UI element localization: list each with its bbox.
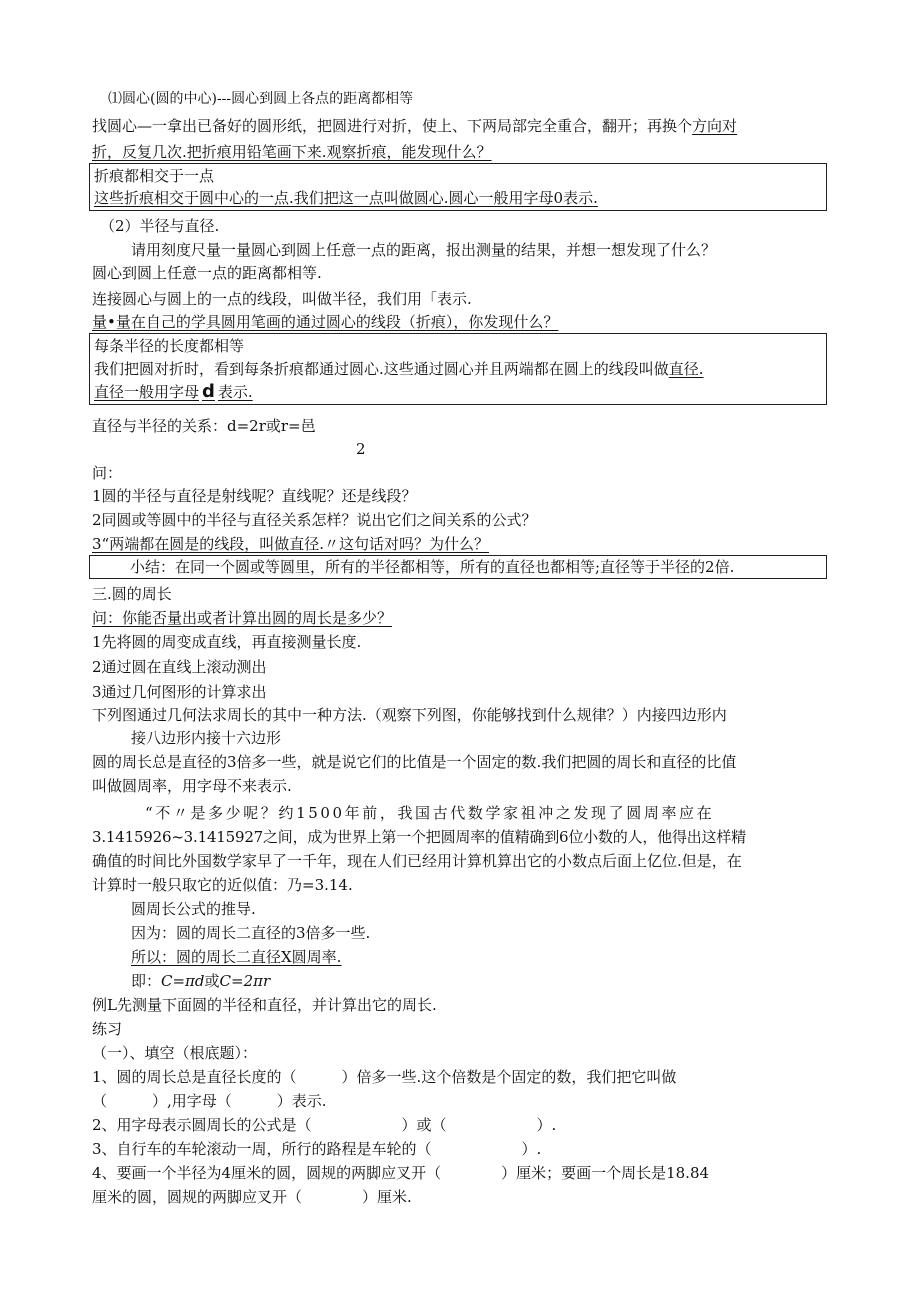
exercise-3: 3、自行车的车轮滚动一周，所行的路程是车轮的（ ）.	[92, 1140, 542, 1158]
exercise-4: 4、要画一个半径为4厘米的圆，圆规的两脚应叉开（ ）厘米；要画一个周长是18.84	[92, 1164, 710, 1182]
box-line: 这些折痕相交于圆中心的一点.我们把这一点叫做圆心.圆心一般用字母0表示.	[94, 189, 598, 207]
pi-definition-text-cont: 叫做圆周率，用字母不来表示.	[92, 777, 292, 795]
answer-box-center	[89, 163, 827, 211]
exercise-1: 1、圆的周长总是直径长度的（ ）倍多一些.这个倍数是个固定的数，我们把它叫做	[92, 1068, 677, 1086]
pi-history-text: “不〃是多少呢？约1500年前，我国古代数学家祖冲之发现了圆周率应在	[145, 804, 715, 822]
pi-history-text: 确值的时间比外国数学家早了一千年，现在人们已经用计算机算出它的小数点后面上亿位.但是，在	[92, 852, 742, 870]
pi-history-text: 计算时一般只取它的近似值：乃=3.14.	[92, 876, 353, 894]
practice-heading: 练习	[92, 1020, 123, 1038]
find-center-text: 找圆心—一拿出已备好的圆形纸，把圆进行对折，使上、下两局部完全重合，翻开；再换个方向对	[92, 117, 738, 135]
question-3: 3“两端都在圆是的线段，叫做直径.〃这句话对吗？为什么？	[92, 535, 489, 553]
fill-blank-heading: （一）、填空（根底题）：	[92, 1044, 258, 1062]
method-1: 1先将圆的周变成直线，再直接测量长度.	[92, 633, 362, 651]
find-center-text-cont: 折，反复几次.把折痕用铅笔画下来.观察折痕，能发现什么？	[92, 143, 492, 161]
box-line: 我们把圆对折时，看到每条折痕都通过圆心.这些通过圆心并且两端都在圆上的线段叫做直径.	[94, 360, 704, 378]
exercise-4-cont: 厘米的圆，圆规的两脚应叉开（ ）厘米.	[92, 1188, 412, 1206]
radius-diameter-heading: （2）半径与直径.	[100, 217, 220, 235]
measure-text: 请用刻度尺量一量圆心到圆上任意一点的距离，报出测量的结果，并想一想发现了什么？	[131, 241, 717, 259]
method-3: 3通过几何图形的计算求出	[92, 683, 267, 701]
circumference-question: 问：你能否量出或者计算出圆的周长是多少？	[92, 609, 393, 627]
distance-equal-text: 圆心到圆上任意一点的距离都相等.	[92, 264, 322, 282]
box-line: 折痕都相交于一点	[94, 167, 215, 185]
method-2: 2通过圆在直线上滚动测出	[92, 658, 267, 676]
pi-definition-text: 圆的周长总是直径的3倍多一些，就是说它们的比值是一个固定的数.我们把圆的周长和直径的比值	[92, 753, 737, 771]
question-2: 2同圆或等圆中的半径与直径关系怎样？说出它们之间关系的公式？	[92, 511, 537, 529]
answer-box-diameter	[89, 333, 827, 405]
section-circumference-heading: 三.圆的周长	[92, 585, 172, 603]
summary-box	[89, 555, 827, 579]
relation-denominator: 2	[356, 440, 366, 458]
exercise-1-cont: （ ）,用字母（ ）表示.	[92, 1092, 327, 1110]
question-1: 1圆的半径与直径是射线呢？直线呢？还是线段？	[92, 487, 417, 505]
summary-text: 小结：在同一个圆或等圆里，所有的半径都相等，所有的直径也都相等;直径等于半径的2倍.	[130, 558, 735, 576]
circumference-formula: 即：C=πd或C=2πr	[131, 972, 271, 990]
exercise-2: 2、用字母表示圆周长的公式是（ ）或（ ）.	[92, 1116, 557, 1134]
example-1: 例L先测量下面圆的半径和直径，并计算出它的周长.	[92, 996, 437, 1014]
radius-definition: 连接圆心与圆上的一点的线段，叫做半径，我们用「表示.	[92, 290, 472, 308]
circle-center-heading: ⑴圆心(圆的中心)---圆心到圆上各点的距离都相等	[108, 91, 414, 107]
relation-formula: 直径与半径的关系：d=2r或r=邑	[92, 417, 316, 435]
geometric-method-text: 下列图通过几何法求周长的其中一种方法.（观察下列图，你能够找到什么规律？）内接四边形内	[92, 706, 727, 724]
box-line: 直径一般用字母 d 表示.	[94, 381, 253, 402]
because-text: 因为：圆的周长二直径的3倍多一些.	[131, 924, 371, 942]
measure-crease-text: 量•量在自己的学具圆用笔画的通过圆心的线段（折痕），你发现什么？	[92, 313, 559, 331]
box-line: 每条半径的长度都相等	[94, 337, 245, 355]
formula-derivation-heading: 圆周长公式的推导.	[131, 900, 256, 918]
question-label: 问：	[92, 464, 123, 482]
therefore-text: 所以：圆的周长二直径X圆周率.	[131, 948, 342, 966]
inscribed-polygons-text: 接八边形内接十六边形	[131, 729, 282, 747]
pi-history-text: 3.1415926~3.1415927之间，成为世界上第一个把圆周率的值精确到6位小数的人，他得出这样精	[92, 828, 746, 846]
